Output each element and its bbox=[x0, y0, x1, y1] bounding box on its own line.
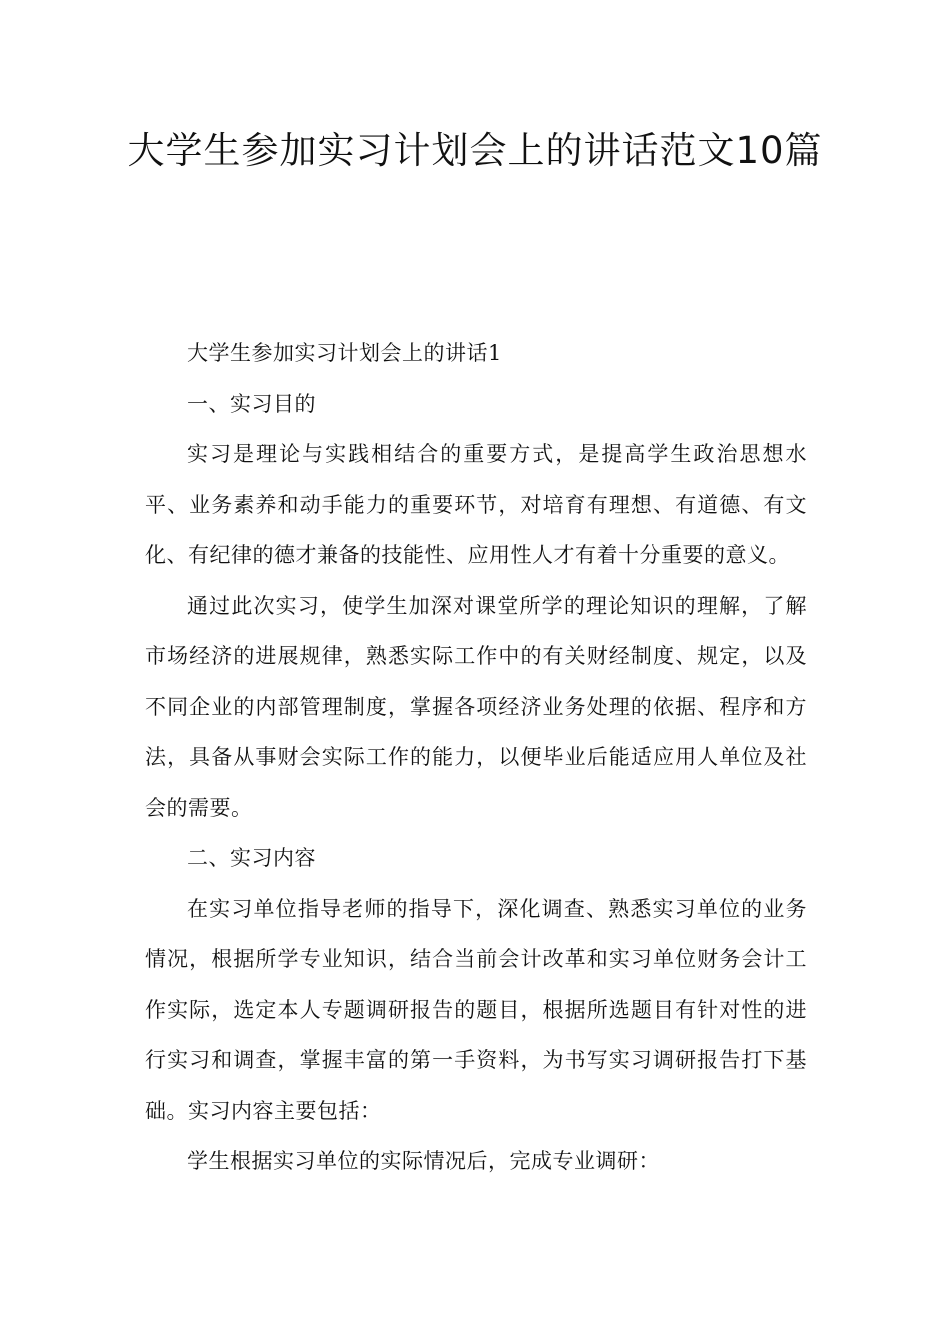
paragraph: 通过此次实习，使学生加深对课堂所学的理论知识的理解，了解市场经济的进展规律，熟悉实际工作中的有关财经制度、规定，以及不同企业的内部管理制度，掌握各项经济业务处理的依据、程序和方法，具备从事财会实际工作的能力，以便毕业后能适应用人单位及社会的需要。 bbox=[145, 593, 807, 820]
document-title: 大学生参加实习计划会上的讲话范文10篇 bbox=[127, 129, 823, 172]
section-heading-content: 二、实习内容 bbox=[187, 846, 316, 870]
paragraph: 在实习单位指导老师的指导下，深化调查、熟悉实习单位的业务情况，根据所学专业知识，结合当前会计改革和实习单位财务会计工作实际，选定本人专题调研报告的题目，根据所选题目有针对性的进行实习和调查，掌握丰富的第一手资料，为书写实习调研报告打下基础。实习内容主要包括： bbox=[145, 896, 807, 1123]
paragraph: 学生根据实习单位的实际情况后，完成专业调研： bbox=[187, 1149, 660, 1173]
section-heading-purpose: 一、实习目的 bbox=[187, 391, 316, 416]
document-body bbox=[145, 328, 807, 1187]
paragraph: 实习是理论与实践相结合的重要方式，是提高学生政治思想水平、业务素养和动手能力的重要环节，对培育有理想、有道德、有文化、有纪律的德才兼备的技能性、应用性人才有着十分重要的意义。 bbox=[145, 442, 807, 567]
speech-heading: 大学生参加实习计划会上的讲话1 bbox=[187, 341, 502, 365]
